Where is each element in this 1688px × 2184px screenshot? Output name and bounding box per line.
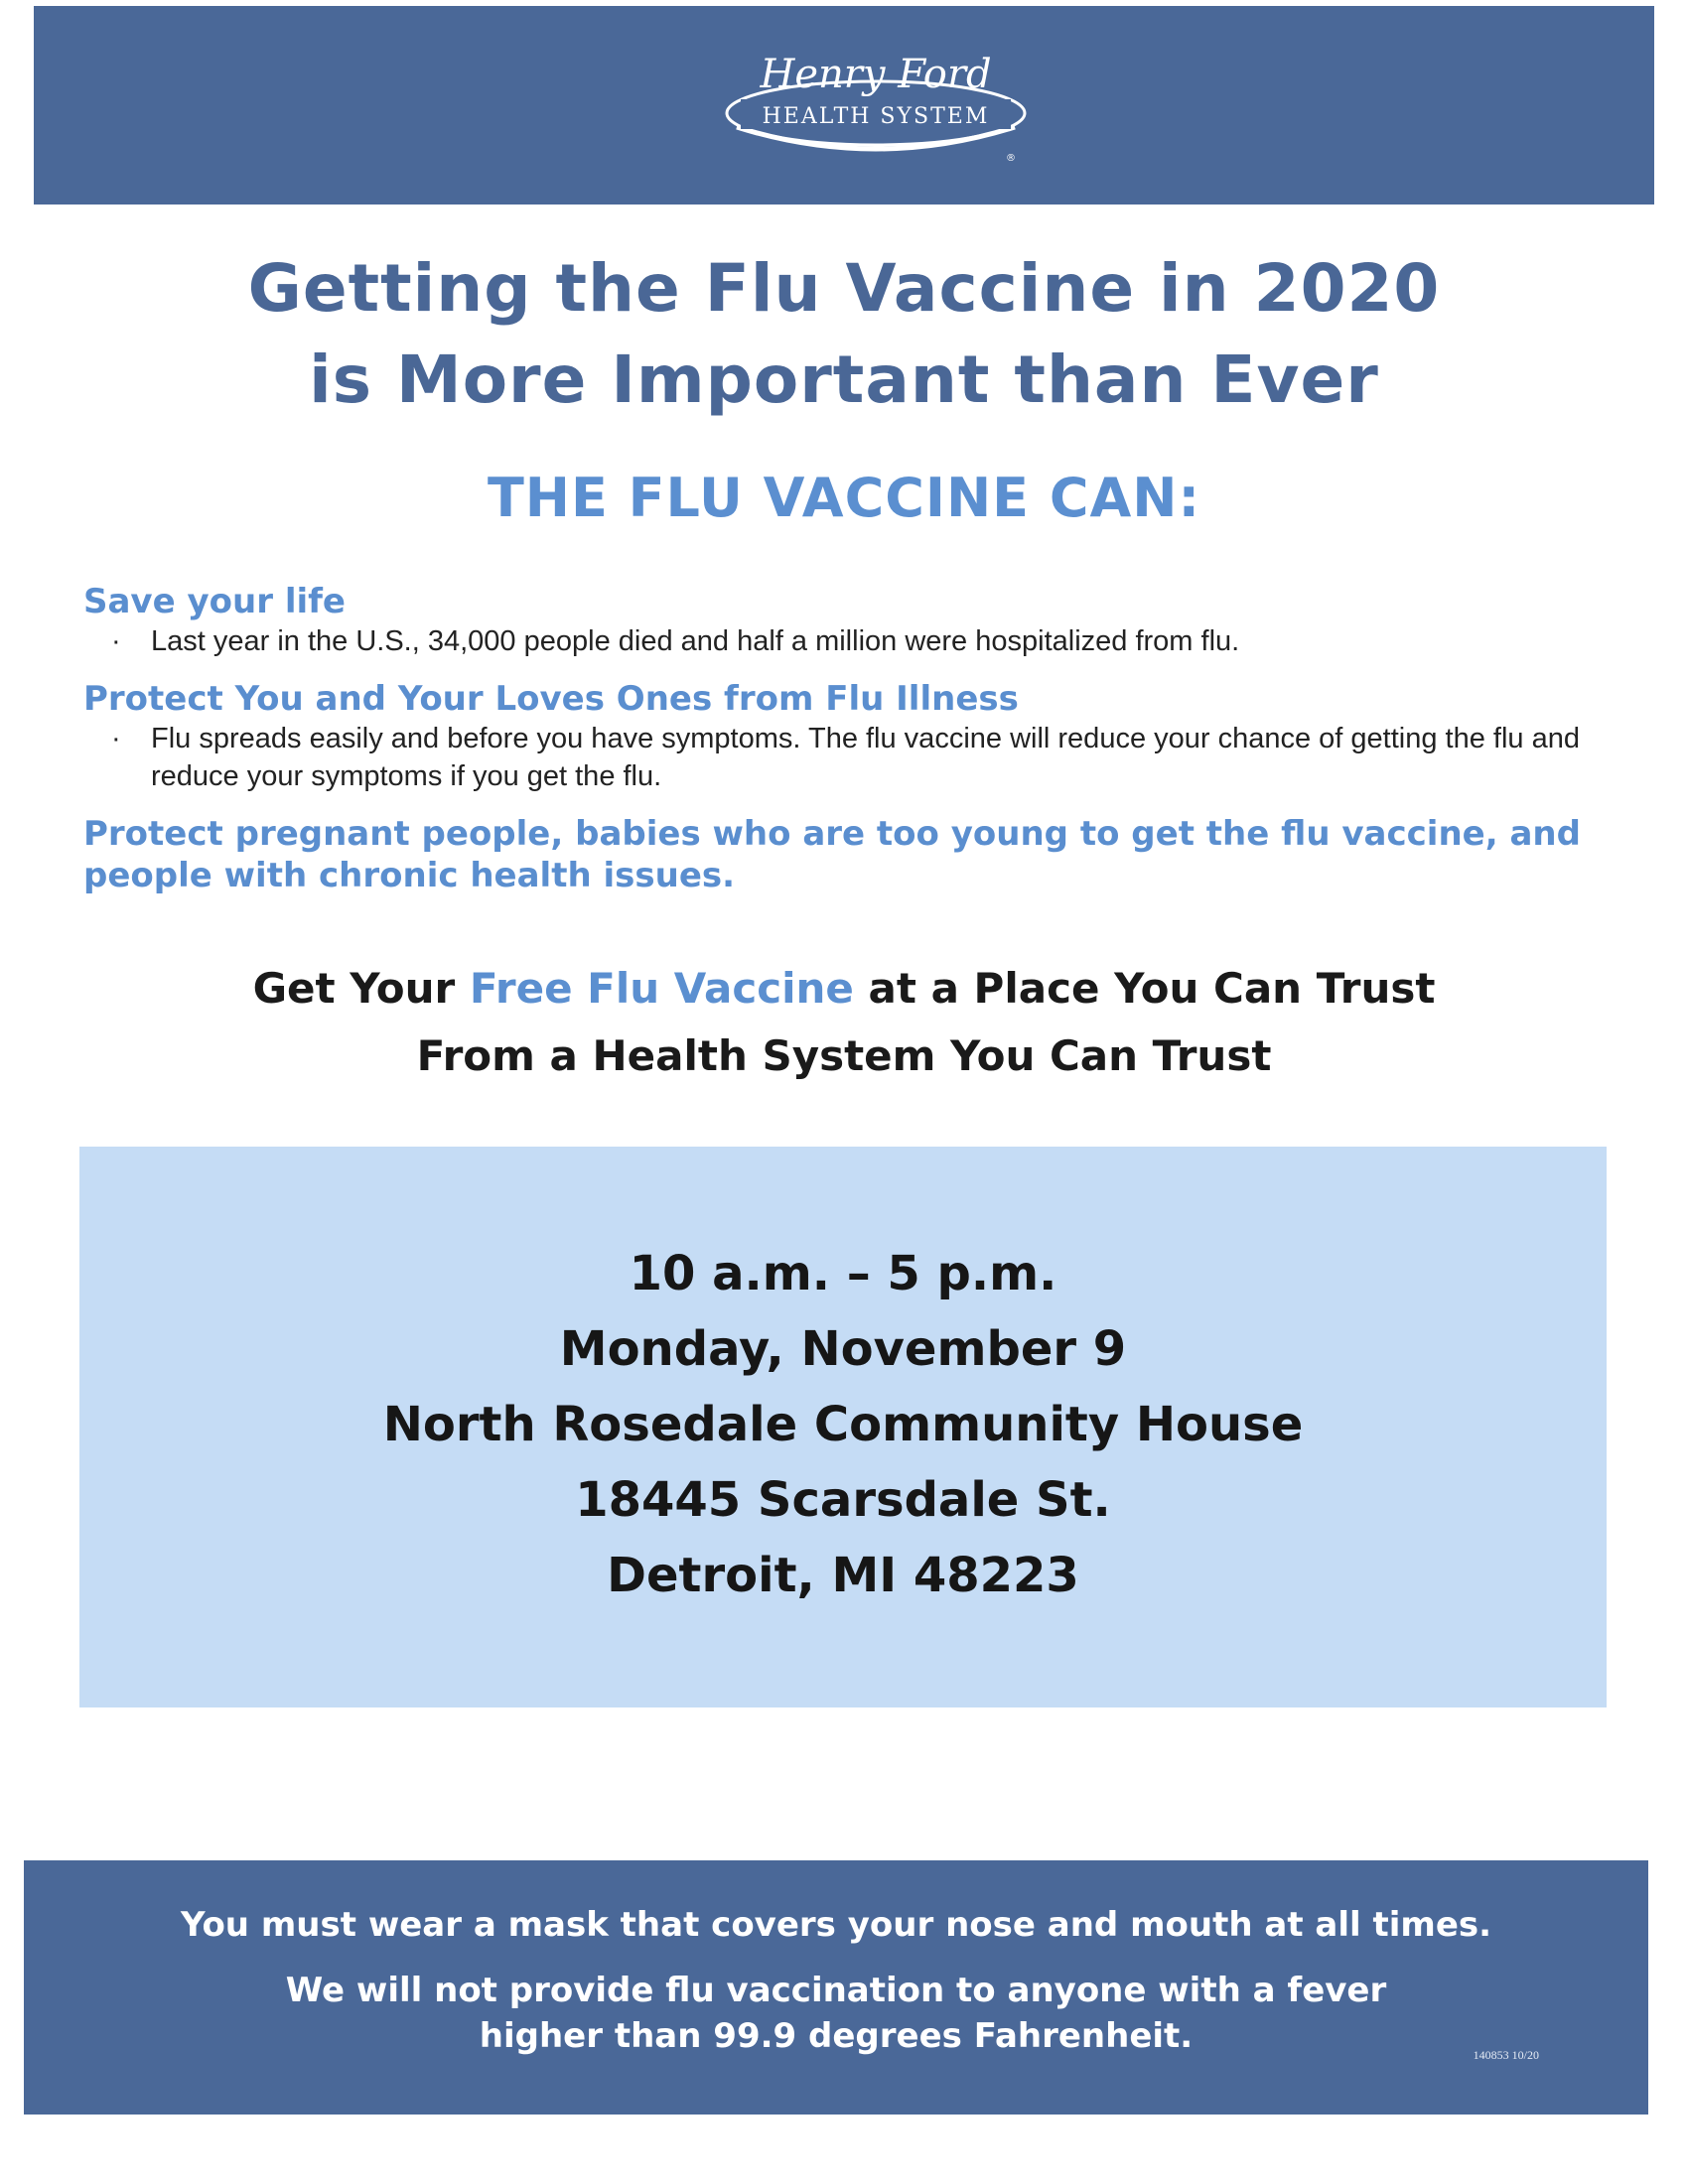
- free-flu-vaccine-text: Free Flu Vaccine: [469, 964, 854, 1013]
- benefit-heading-1: Save your life: [83, 582, 346, 621]
- henry-ford-logo: [717, 44, 1035, 173]
- event-street: 18445 Scarsdale St.: [575, 1472, 1111, 1528]
- trust-line-2: From a Health System You Can Trust: [416, 1031, 1272, 1080]
- benefit-heading-2: Protect You and Your Loves Ones from Flu Illness: [83, 679, 1019, 719]
- event-venue: North Rosedale Community House: [382, 1397, 1304, 1452]
- title-line-1: Getting the Flu Vaccine in 2020: [247, 250, 1441, 327]
- event-details-box: [79, 1147, 1607, 1707]
- benefit-detail-1: [83, 622, 1613, 660]
- event-date: Monday, November 9: [559, 1321, 1127, 1377]
- fever-notice: [24, 1968, 1648, 2059]
- benefits-list: [83, 581, 1613, 896]
- event-details: [79, 1236, 1607, 1613]
- event-time: 10 a.m. – 5 p.m.: [629, 1246, 1057, 1301]
- mask-notice: You must wear a mask that covers your nose and mouth at all times.: [180, 1905, 1492, 1945]
- benefit-detail-text-1: Last year in the U.S., 34,000 people died and half a million were hospitalized from flu.: [151, 625, 1240, 657]
- logo-script: Henry Ford: [760, 52, 992, 97]
- trust-suffix: at a Place You Can Trust: [853, 964, 1436, 1013]
- bullet-icon: ·: [111, 723, 121, 754]
- benefit-heading-3: Protect pregnant people, babies who are too young to get the flu vaccine, and people with chronic health issues.: [83, 814, 1581, 895]
- benefit-detail-text-2: Flu spreads easily and before you have symptoms. The flu vaccine will reduce your chance of getting the flu and reduce your symptoms if you get the flu.: [151, 723, 1580, 792]
- form-code: 140853 10/20: [1473, 2048, 1539, 2062]
- benefit-detail-2: [83, 720, 1613, 795]
- section-heading: THE FLU VACCINE CAN:: [487, 467, 1201, 529]
- fever-notice-line-2: higher than 99.9 degrees Fahrenheit.: [479, 2016, 1194, 2056]
- logo-wordmark: HEALTH SYSTEM: [762, 104, 990, 129]
- registered-mark: ®: [1006, 153, 1016, 164]
- trust-line-1: [0, 955, 1688, 1023]
- trust-statement: [0, 955, 1688, 1090]
- trust-prefix: Get Your: [252, 964, 470, 1013]
- bullet-icon: ·: [111, 625, 121, 657]
- fever-notice-line-1: We will not provide flu vaccination to anyone with a fever: [285, 1971, 1387, 2010]
- event-city: Detroit, MI 48223: [607, 1548, 1079, 1603]
- footer-banner: [24, 1860, 1648, 2115]
- header-banner: [34, 6, 1654, 205]
- page-title: [0, 243, 1688, 426]
- title-line-2: is More Important than Ever: [309, 341, 1379, 418]
